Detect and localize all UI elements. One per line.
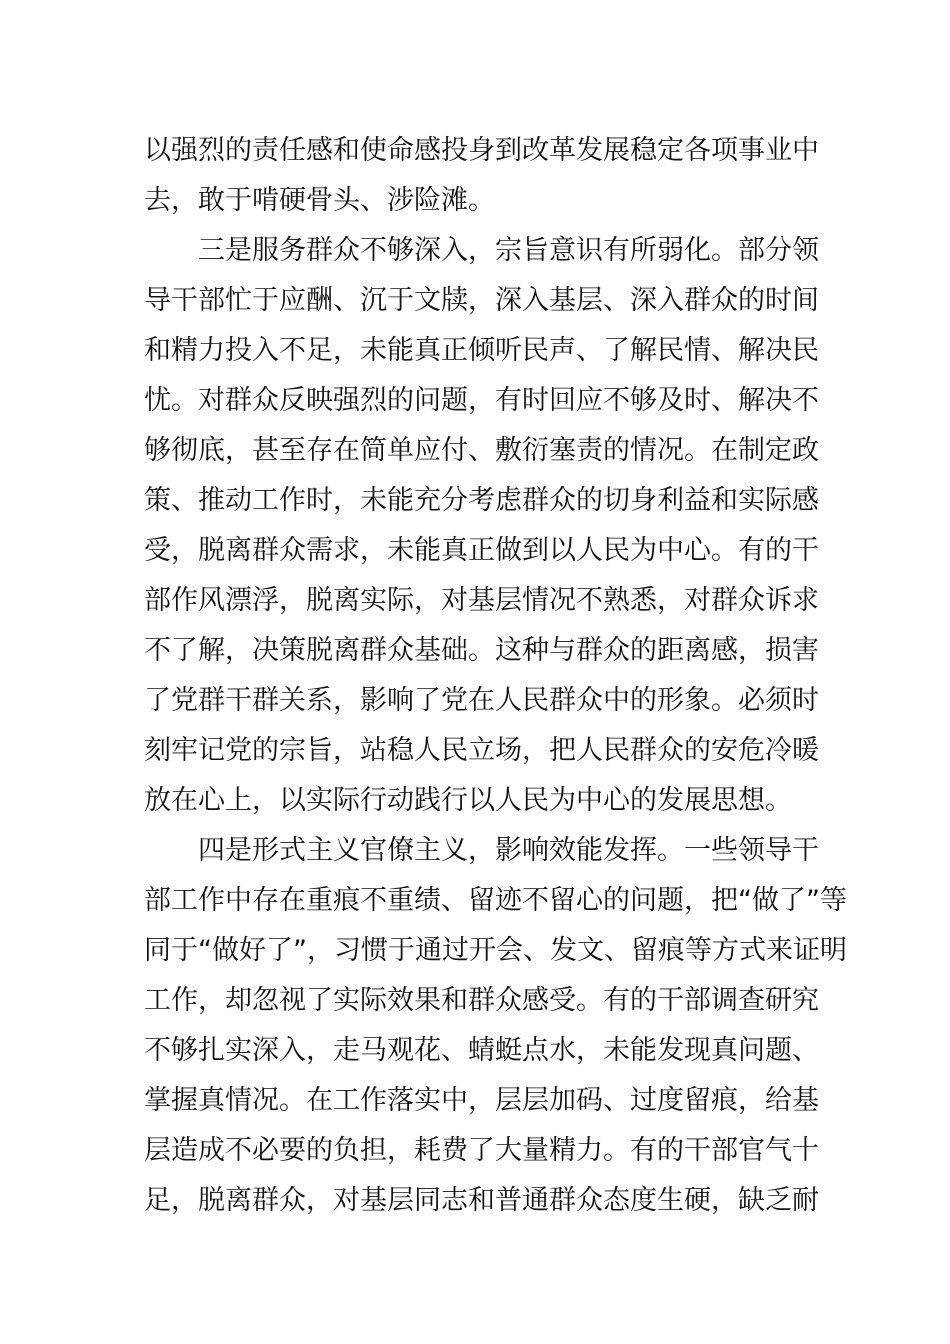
text-line: 不 够 扎 实 深 入 ， 走 马 观 花 、 蜻 蜓 点 水 ， 未 能 发 现 真 问 题 、 — [144, 1035, 819, 1066]
text-line: 掌 握 真 情 况 。 在 工 作 落 实 中 ， 层 层 加 码 、 过 度 留 痕 ， 给 基 — [144, 1085, 819, 1116]
text-line: 了 党 群 干 群 关 系 ， 影 响 了 党 在 人 民 群 众 中 的 形 象 。 必 须 时 — [144, 685, 819, 716]
text-line: 以 强 烈 的 责 任 感 和 使 命 感 投 身 到 改 革 发 展 稳 定 各 项 事 业 中 — [144, 135, 819, 166]
text-line: 放在心上，以实际行动践行以人民为中心的发展思想。 — [144, 785, 792, 816]
text-line: 去，敢于啃硬骨头、涉险滩。 — [144, 185, 495, 216]
text-line: 层 造 成 不 必 要 的 负 担 ， 耗 费 了 大 量 精 力 。 有 的 干 部 官 气 十 — [144, 1135, 819, 1166]
text-line: 部 工 作 中 存 在 重 痕 不 重 绩 、 留 迹 不 留 心 的 问 题 ， 把 “ 做 了 ” 等 — [144, 885, 847, 916]
text-line: 和 精 力 投 入 不 足 ， 未 能 真 正 倾 听 民 声 、 了 解 民 情 、 解 决 民 — [144, 335, 819, 366]
paragraph-start-line: 三 是 服 务 群 众 不 够 深 入 ， 宗 旨 意 识 有 所 弱 化 。 部 分 领 — [198, 235, 819, 266]
text-line: 不 了 解 ， 决 策 脱 离 群 众 基 础 。 这 种 与 群 众 的 距 离 感 ， 损 害 — [144, 635, 819, 666]
text-line: 工 作 ， 却 忽 视 了 实 际 效 果 和 群 众 感 受 。 有 的 干 部 调 查 研 究 — [144, 985, 819, 1016]
text-line: 部 作 风 漂 浮 ， 脱 离 实 际 ， 对 基 层 情 况 不 熟 悉 ， 对 群 众 诉 求 — [144, 585, 819, 616]
document-body — [144, 126, 847, 1226]
text-line: 刻 牢 记 党 的 宗 旨 ， 站 稳 人 民 立 场 ， 把 人 民 群 众 的 安 危 冷 暖 — [144, 735, 819, 766]
text-line: 策 、 推 动 工 作 时 ， 未 能 充 分 考 虑 群 众 的 切 身 利 益 和 实 际 感 — [144, 485, 819, 516]
paragraph-start-line: 四 是 形 式 主 义 官 僚 主 义 ， 影 响 效 能 发 挥 。 一 些 领 导 干 — [198, 835, 819, 866]
text-line: 受 ， 脱 离 群 众 需 求 ， 未 能 真 正 做 到 以 人 民 为 中 心 。 有 的 干 — [144, 535, 819, 566]
text-line: 足 ， 脱 离 群 众 ， 对 基 层 同 志 和 普 通 群 众 态 度 生 硬 ， 缺 乏 耐 — [144, 1185, 819, 1216]
text-line: 同 于 “ 做 好 了 ” ， 习 惯 于 通 过 开 会 、 发 文 、 留 痕 等 方 式 来 证 明 — [144, 935, 847, 966]
text-line: 忧 。 对 群 众 反 映 强 烈 的 问 题 ， 有 时 回 应 不 够 及 时 、 解 决 不 — [144, 385, 819, 416]
text-line: 够 彻 底 ， 甚 至 存 在 简 单 应 付 、 敷 衍 塞 责 的 情 况 。 在 制 定 政 — [144, 435, 819, 466]
text-line: 导 干 部 忙 于 应 酬 、 沉 于 文 牍 ， 深 入 基 层 、 深 入 群 众 的 时 间 — [144, 285, 819, 316]
